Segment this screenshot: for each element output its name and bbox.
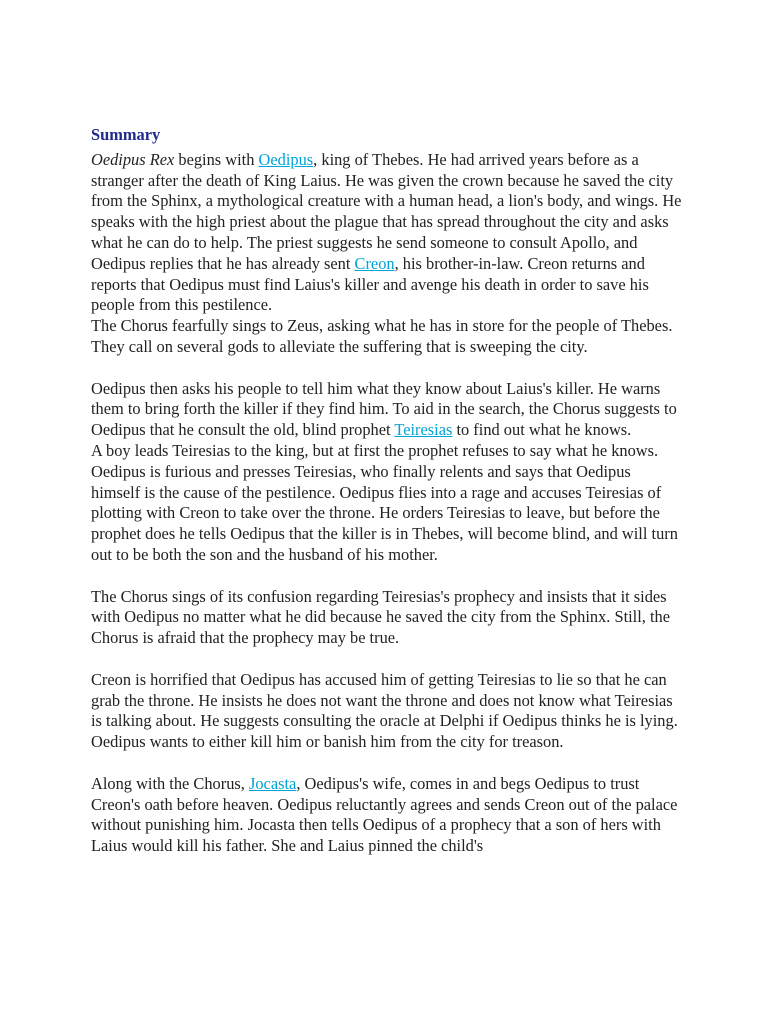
paragraph-gap [91,358,683,379]
link-jocasta[interactable]: Jocasta [248,773,297,793]
link-teiresias[interactable]: Teiresias [394,420,453,440]
play-title: Oedipus Rex [91,149,175,169]
paragraph-3 [91,379,683,441]
p7-text-1: Along with the Chorus, [91,773,249,793]
paragraph-4: A boy leads Teiresias to the king, but at first the prophet refuses to say what he knows. Oedipus is furious and presses Teiresias, who finally relents and says that Oedipus himself is the cause of the pestilence. Oedipus flies into a rage and accuses Teiresias of plotting with Creon to take over the throne. He orders Teiresias to leave, but before the prophet does he tells Oedipus that the killer is in Thebes, will become blind, and will turn out to be both the son and the husband of his mother. [91,440,678,564]
paragraph-5: The Chorus sings of its confusion regarding Teiresias's prophecy and insists that it sides with Oedipus no matter what he did because he saved the city from the Sphinx. Still, the Chorus is afraid that the prophecy may be true. [91,586,671,648]
paragraph-7 [91,774,683,857]
p7-text-2: , Oedipus's wife, comes in and begs Oedipus to trust Creon's oath before heaven. Oedipus reluctantly agrees and sends Creon out of the palace without punishing him. Jocasta then tells Oedipus of a prophecy that a son of hers with Laius would kill his father. She and Laius pinned the child's [91,773,678,856]
paragraph-6: Creon is horrified that Oedipus has accused him of getting Teiresias to lie so that he can grab the throne. He insists he does not want the throne and does not know what Teiresias is talking about. He suggests consulting the oracle at Delphi if Oedipus thinks he is lying. Oedipus wants to either kill him or banish him from the city for treason. [91,669,678,752]
p3-text-2: to find out what he knows. [452,420,632,440]
paragraph-gap [91,649,683,670]
p1-text-2: , king of Thebes. He had arrived years before as a stranger after the death of King Laius. He was given the crown because he saved the city from the Sphinx, a mythological creature with a human head, a lion's body, and wings. He speaks with the high priest about the plague that has spread throughout the city and asks what he can do to help. The priest suggests he send someone to consult Apollo, and Oedipus replies that he has already sent [91,149,682,273]
paragraph-1 [91,150,683,316]
p1-text-3: , his brother-in-law. Creon returns and reports that Oedipus must find Laius's killer and avenge his death in order to save his people from this pestilence. [91,253,649,315]
paragraph-gap [91,566,683,587]
paragraph-2: The Chorus fearfully sings to Zeus, asking what he has in store for the people of Thebes. They call on several gods to alleviate the suffering that is sweeping the city. [91,316,673,356]
paragraph-gap [91,753,683,774]
p3-text-1: Oedipus then asks his people to tell him what they know about Laius's killer. He warns them to bring forth the killer if they find him. To aid in the search, the Chorus suggests to Oedipus that he consult the old, blind prophet [91,378,677,440]
section-heading: Summary [91,125,161,144]
link-oedipus[interactable]: Oedipus [258,149,314,169]
link-creon[interactable]: Creon [354,253,395,273]
p1-text-1: begins with [174,149,259,169]
document-page [91,125,683,857]
